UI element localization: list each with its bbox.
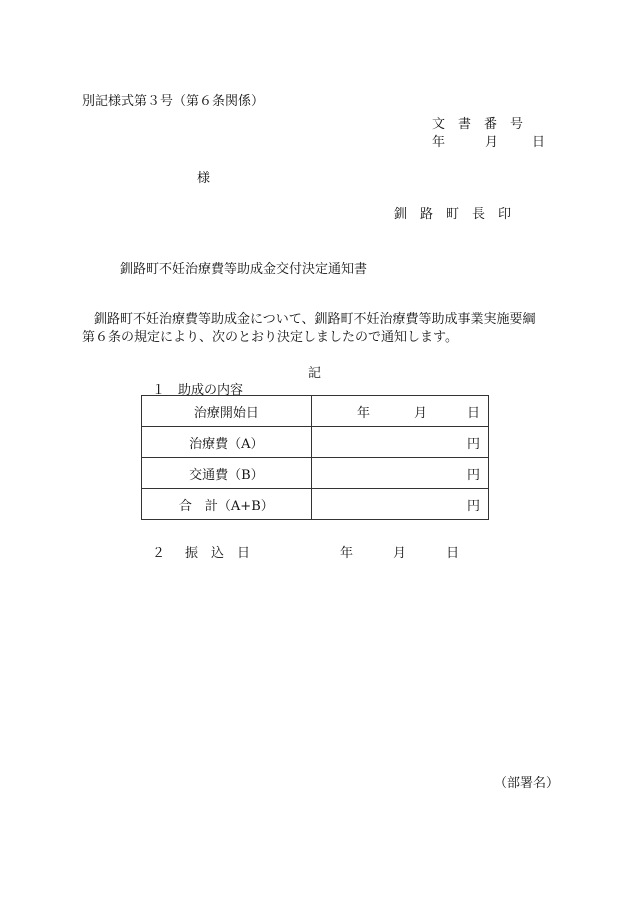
section1-heading: １ 助成の内容 — [152, 383, 244, 398]
table-value-treatment-cost — [311, 427, 488, 458]
table-value-total — [311, 489, 488, 520]
table-label-transport-cost: 交通費（B） — [142, 458, 312, 489]
treatment-cost-unit: 円 — [466, 436, 480, 452]
body-text-line-1: 釧路町不妊治療費等助成金について、釧路町不妊治療費等助成事業実施要綱 — [94, 312, 536, 327]
table-row — [142, 458, 489, 489]
issue-date-month: 月 — [485, 135, 499, 150]
transfer-month: 月 — [393, 546, 407, 561]
treatment-start-year: 年 — [356, 405, 370, 421]
total-unit: 円 — [466, 498, 480, 514]
document-title: 釧路町不妊治療費等助成金交付決定通知書 — [120, 262, 368, 277]
section2-transfer-date — [152, 542, 459, 561]
body-text-line-2: 第６条の規定により、次のとおり決定しましたので通知します。 — [82, 330, 458, 345]
section2-number: ２ — [152, 546, 166, 561]
subsidy-content-table — [141, 395, 489, 520]
transfer-year: 年 — [340, 546, 354, 561]
table-label-treatment-cost: 治療費（A） — [142, 427, 312, 458]
issuer-name: 釧 路 町 長 印 — [394, 207, 512, 222]
form-number: 別記様式第３号（第６条関係） — [82, 94, 265, 109]
table-row — [142, 489, 489, 520]
department-name: （部署名） — [494, 776, 560, 791]
table-row — [142, 427, 489, 458]
transport-cost-unit: 円 — [466, 467, 480, 483]
section2-label: 振 込 日 — [185, 546, 251, 561]
treatment-start-month: 月 — [413, 405, 427, 421]
recipient-suffix: 様 — [197, 171, 211, 186]
table-label-treatment-start: 治療開始日 — [142, 396, 312, 427]
issue-date-day: 日 — [532, 135, 546, 150]
ki-heading: 記 — [308, 366, 322, 381]
transfer-day: 日 — [446, 546, 460, 561]
doc-number-label: 文 書 番 号 — [432, 117, 524, 132]
table-label-total: 合 計（A+B） — [142, 489, 312, 520]
table-value-treatment-start — [311, 396, 488, 427]
table-row — [142, 396, 489, 427]
treatment-start-day: 日 — [466, 405, 480, 421]
table-value-transport-cost — [311, 458, 488, 489]
issue-date — [432, 131, 545, 150]
issue-date-year: 年 — [432, 135, 446, 150]
